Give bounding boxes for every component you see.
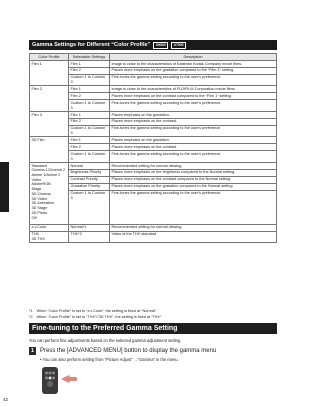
description-cell: Fine-tunes the gamma setting according to the user’s preference. xyxy=(110,190,277,224)
gamma-settings-table xyxy=(29,53,277,243)
column-header-description: Description xyxy=(110,54,277,61)
step-instruction: Press the [ADVANCED MENU] button to display the gamma menu xyxy=(40,348,217,354)
setting-cell: Film 1 xyxy=(69,111,110,118)
footnote xyxy=(29,314,279,320)
setting-cell: Custom 1 to Custom 3 xyxy=(69,151,110,163)
section-title-bar xyxy=(29,40,277,50)
description-cell: Places more emphasis on the contrast. xyxy=(110,144,277,151)
setting-cell: Film 1 xyxy=(69,60,110,67)
bullet-text: You can also perform setting from “Picture Adjust” →“Gamma” in the menu. xyxy=(42,357,179,362)
profile-cell: THX 3D THX xyxy=(30,231,69,243)
description-cell: Places emphasis on the gradation. xyxy=(110,137,277,144)
footnote-text: When “Color Profile” is set to “THX”/“3D THX”, the setting is fixed at “THX”. xyxy=(36,315,163,319)
description-cell: Places more emphasis on the contrast compared to the “Film 1” setting. xyxy=(110,93,277,100)
table-header-row xyxy=(30,54,277,61)
description-cell: Places more emphasis on the contrast. xyxy=(110,118,277,125)
description-cell: Places more emphasis on the brightness compared to the Normal setting. xyxy=(110,169,277,176)
profile-cell: x.v.Color xyxy=(30,224,69,231)
step-bullet-note: • You can also perform setting from “Picture Adjust” →“Gamma” in the menu. xyxy=(40,357,179,362)
table-row xyxy=(30,224,277,231)
column-header-color-profile: Color Profile xyxy=(30,54,69,61)
setting-cell: THX*2 xyxy=(69,231,110,243)
setting-cell: Contrast Priority xyxy=(69,176,110,183)
setting-cell: Film 2 xyxy=(69,144,110,151)
page-number: 42 xyxy=(3,397,8,402)
intro-paragraph: You can perform fine adjustments based on the selected gamma adjustment setting. xyxy=(29,338,182,343)
fine-tuning-section-heading: Fine-tuning to the Preferred Gamma Setting xyxy=(29,323,277,334)
setting-cell: Custom 1 to Custom 3 xyxy=(69,74,110,86)
description-cell: Fine-tunes the gamma setting according to the user’s preference. xyxy=(110,151,277,163)
model-badge-x9500: X9500 xyxy=(153,42,168,49)
footnote-text: When “Color Profile” is set to “x.v.Color”, the setting is fixed at “Normal”. xyxy=(36,309,158,313)
description-cell: Places emphasis on the gradation. xyxy=(110,111,277,118)
step-1 xyxy=(29,347,216,355)
side-section-tab xyxy=(0,162,9,212)
footnote-mark: *1 xyxy=(29,309,33,313)
table-row xyxy=(30,111,277,118)
footnotes xyxy=(29,308,279,320)
description-cell: Video of the THX standard. xyxy=(110,231,277,243)
setting-cell: Normal xyxy=(69,162,110,169)
table-row xyxy=(30,60,277,67)
description-cell: Places more emphasis on the gradation compared to the Normal setting. xyxy=(110,183,277,190)
description-cell: Fine-tunes the gamma setting according to the user’s preference. xyxy=(110,100,277,112)
column-header-selectable-settings: Selectable Settings xyxy=(69,54,110,61)
profile-cell: Film 1 xyxy=(30,60,69,86)
profile-cell: 3D Film xyxy=(30,137,69,163)
setting-cell: Film 2 xyxy=(69,93,110,100)
footnote-mark: *2 xyxy=(29,315,33,319)
section-title: Gamma Settings for Different “Color Profile” xyxy=(32,42,151,48)
profile-cell: Film 3 xyxy=(30,111,69,137)
description-cell: Fine-tunes the gamma setting according to the user’s preference. xyxy=(110,74,277,86)
setting-cell: Custom 1 to Custom 3 xyxy=(69,125,110,137)
table-row xyxy=(30,86,277,93)
description-cell: Recommended setting for normal viewing. xyxy=(110,162,277,169)
table-row xyxy=(30,162,277,169)
setting-cell: Custom 1 to Custom 3 xyxy=(69,190,110,224)
table-row xyxy=(30,231,277,243)
setting-cell: Film 1 xyxy=(69,86,110,93)
description-cell: Recommended setting for normal viewing. xyxy=(110,224,277,231)
setting-cell: Film 2 xyxy=(69,67,110,74)
description-cell: Image is close to the characteristics of FUJIFILM Corporation movie films. xyxy=(110,86,277,93)
remote-control-illustration xyxy=(39,365,79,400)
description-cell: Image is close to the characteristics of Eastman Kodak Company movie films. xyxy=(110,60,277,67)
step-number: 1 xyxy=(30,348,35,354)
setting-cell: Gradation Priority xyxy=(69,183,110,190)
model-badge-x7500: X7500 xyxy=(171,42,186,49)
description-cell: Fine-tunes the gamma setting according to the user’s preference. xyxy=(110,125,277,137)
description-cell: Places more emphasis on the contrast compared to the Normal setting. xyxy=(110,176,277,183)
setting-cell: Film 2 xyxy=(69,118,110,125)
table-row xyxy=(30,137,277,144)
setting-cell: Custom 1 to Custom 3 xyxy=(69,100,110,112)
description-cell: Places more emphasis on the gradation compared to the “Film 1” setting. xyxy=(110,67,277,74)
profile-cell: Film 2 xyxy=(30,86,69,112)
setting-cell: Film 1 xyxy=(69,137,110,144)
profile-cell: Standard Cinema 1/Cinema 2 Anime 1/Anime 2 Video AdobeRGB Stage 3D Cinema 3D Video 3D Animation 3D Stage 3D Photo Off xyxy=(30,162,69,224)
setting-cell: Brightness Priority xyxy=(69,169,110,176)
setting-cell: Normal*1 xyxy=(69,224,110,231)
